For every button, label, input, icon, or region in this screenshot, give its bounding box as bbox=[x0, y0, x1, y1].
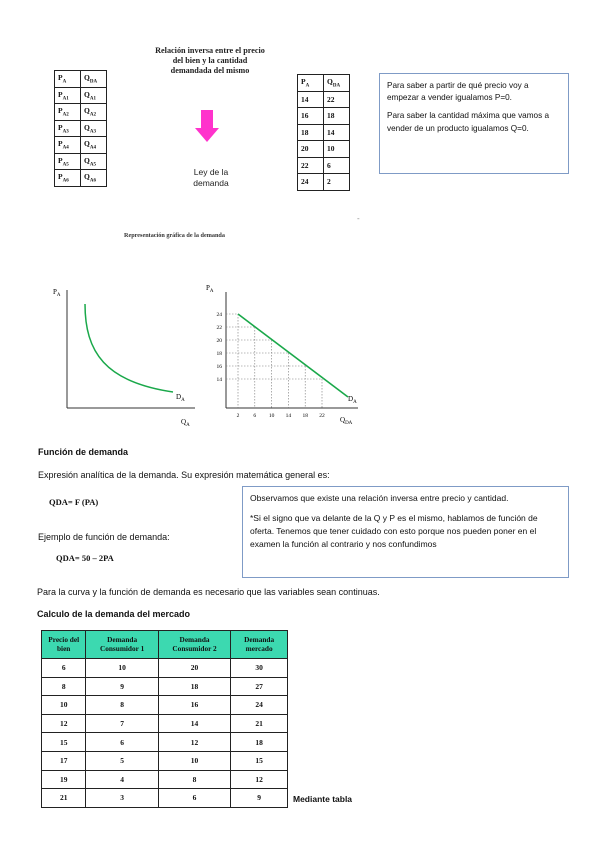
table-cell: 4 bbox=[86, 770, 158, 789]
table-row bbox=[42, 751, 288, 770]
table-row bbox=[55, 104, 107, 121]
series-label: $D_A$ bbox=[348, 395, 357, 405]
column-header: Demanda Consumidor 1 bbox=[86, 631, 158, 659]
relation-title-line: demandada del mismo bbox=[170, 66, 250, 75]
table-row bbox=[55, 87, 107, 104]
note-price-zero: Para saber a partir de qué precio voy a empezar a vender igualamos P=0. bbox=[387, 81, 529, 103]
table-row bbox=[55, 170, 107, 187]
value-cell: 6 bbox=[324, 157, 350, 174]
value-cell: 2 bbox=[324, 174, 350, 191]
table-cell: 14 bbox=[158, 714, 230, 733]
observation-box bbox=[242, 486, 569, 578]
header-cell: $P_A$ bbox=[298, 75, 324, 92]
value-cell: 10 bbox=[324, 141, 350, 158]
table-cell: 12 bbox=[42, 714, 86, 733]
table-row bbox=[42, 789, 288, 808]
y-tick-label: 18 bbox=[216, 351, 222, 357]
y-tick-label: 24 bbox=[216, 312, 222, 318]
quantity-cell: $Q_{A2}$ bbox=[81, 104, 107, 121]
price-cell: $P_A$ bbox=[55, 71, 81, 88]
demand-curve-chart bbox=[45, 282, 195, 432]
value-cell: 22 bbox=[298, 157, 324, 174]
x-tick-label: 6 bbox=[253, 413, 257, 419]
value-cell: 18 bbox=[298, 124, 324, 141]
relation-title-line: Relación inversa entre el precio bbox=[155, 46, 265, 55]
numeric-demand-table bbox=[297, 74, 350, 191]
table-cell: 5 bbox=[86, 751, 158, 770]
y-axis-label: $P_A$ bbox=[53, 288, 61, 298]
table-row bbox=[55, 120, 107, 137]
x-axis-label: $Q_{DA}$ bbox=[340, 416, 353, 426]
table-header-row bbox=[298, 75, 350, 92]
table-cell: 6 bbox=[42, 659, 86, 678]
table-cell: 12 bbox=[231, 770, 288, 789]
table-cell: 8 bbox=[158, 770, 230, 789]
price-cell: $P_{A1}$ bbox=[55, 87, 81, 104]
table-row bbox=[55, 71, 107, 88]
section-heading-mercado: Calculo de la demanda del mercado bbox=[37, 609, 191, 619]
quantity-cell: $Q_{A1}$ bbox=[81, 87, 107, 104]
note-quantity-zero: Para saber la cantidad máxima que vamos a vender de un producto igualamos Q=0. bbox=[387, 111, 550, 133]
section-heading-funcion: Función de demanda bbox=[38, 447, 129, 457]
price-cell: $P_{A2}$ bbox=[55, 104, 81, 121]
value-cell: 14 bbox=[324, 124, 350, 141]
x-tick-label: 18 bbox=[302, 413, 308, 419]
table-cell: 18 bbox=[231, 733, 288, 752]
price-cell: $P_{A6}$ bbox=[55, 170, 81, 187]
table-cell: 10 bbox=[86, 659, 158, 678]
table-row bbox=[298, 108, 350, 125]
table-cell: 6 bbox=[158, 789, 230, 808]
y-axis-label: $P_A$ bbox=[206, 284, 214, 294]
series-label: $D_A$ bbox=[176, 393, 185, 403]
price-cell: $P_{A3}$ bbox=[55, 120, 81, 137]
quantity-cell: $Q_{A6}$ bbox=[81, 170, 107, 187]
example-text: Ejemplo de función de demanda: bbox=[38, 532, 170, 542]
value-cell: 14 bbox=[298, 91, 324, 108]
table-row bbox=[42, 733, 288, 752]
table-cell: 3 bbox=[86, 789, 158, 808]
value-cell: 22 bbox=[324, 91, 350, 108]
table-caption: Mediante tabla bbox=[293, 794, 353, 804]
demand-curve bbox=[85, 304, 173, 392]
column-header: Demanda mercado bbox=[231, 631, 288, 659]
table-row bbox=[42, 714, 288, 733]
table-row bbox=[42, 659, 288, 678]
quantity-cell: $Q_{A4}$ bbox=[81, 137, 107, 154]
table-row bbox=[298, 124, 350, 141]
table-cell: 16 bbox=[158, 696, 230, 715]
table-cell: 8 bbox=[42, 677, 86, 696]
formula-example: QDA= 50 – 2PA bbox=[56, 553, 114, 563]
table-cell: 12 bbox=[158, 733, 230, 752]
value-cell: 16 bbox=[298, 108, 324, 125]
table-cell: 18 bbox=[158, 677, 230, 696]
table-cell: 15 bbox=[231, 751, 288, 770]
y-tick-label: 14 bbox=[216, 377, 222, 383]
quantity-cell: $Q_{A5}$ bbox=[81, 153, 107, 170]
table-cell: 30 bbox=[231, 659, 288, 678]
table-cell: 21 bbox=[42, 789, 86, 808]
table-row bbox=[55, 137, 107, 154]
table-cell: 9 bbox=[86, 677, 158, 696]
table-row bbox=[42, 677, 288, 696]
y-tick-label: 20 bbox=[216, 338, 222, 344]
y-tick-label: 22 bbox=[216, 325, 222, 331]
formula-general: QDA= F (PA) bbox=[49, 497, 99, 507]
table-cell: 7 bbox=[86, 714, 158, 733]
table-cell: 19 bbox=[42, 770, 86, 789]
column-header: Demanda Consumidor 2 bbox=[158, 631, 230, 659]
price-cell: $P_{A5}$ bbox=[55, 153, 81, 170]
continuity-text: Para la curva y la función de demanda es necesario que las variables sean continuas. bbox=[37, 587, 380, 597]
x-axis-label: $Q_A$ bbox=[181, 418, 190, 428]
table-cell: 10 bbox=[158, 751, 230, 770]
symbolic-price-quantity-table bbox=[54, 70, 107, 187]
table-cell: 24 bbox=[231, 696, 288, 715]
table-cell: 27 bbox=[231, 677, 288, 696]
header-cell: $Q_{DA}$ bbox=[324, 75, 350, 92]
value-cell: 24 bbox=[298, 174, 324, 191]
x-tick-label: 22 bbox=[319, 413, 325, 419]
table-cell: 20 bbox=[158, 659, 230, 678]
table-cell: 17 bbox=[42, 751, 86, 770]
table-cell: 8 bbox=[86, 696, 158, 715]
table-cell: 21 bbox=[231, 714, 288, 733]
observation-warning: *Si el signo que va delante de la Q y P es el mismo, hablamos de función de oferta. Tenemos que tener cuidado con esto porque nos pueden poner en el examen la función al contrario y nos confundimos bbox=[250, 513, 538, 549]
x-tick-label: 2 bbox=[236, 413, 240, 419]
table-cell: 6 bbox=[86, 733, 158, 752]
table-row bbox=[298, 174, 350, 191]
ley-label-line: Ley de la bbox=[193, 167, 229, 177]
stray-mark: - bbox=[357, 214, 360, 223]
down-arrow-icon bbox=[195, 110, 219, 142]
table-row bbox=[42, 696, 288, 715]
quantity-cell: $Q_{A3}$ bbox=[81, 120, 107, 137]
price-cell: $P_{A4}$ bbox=[55, 137, 81, 154]
column-header: Precio del bien bbox=[42, 631, 86, 659]
ley-demanda-label bbox=[186, 167, 236, 189]
quantity-cell: $Q_{DA}$ bbox=[81, 71, 107, 88]
value-cell: 18 bbox=[324, 108, 350, 125]
table-cell: 10 bbox=[42, 696, 86, 715]
table-row bbox=[298, 91, 350, 108]
relation-title bbox=[130, 46, 290, 76]
observation-inverse: Observamos que existe una relación inversa entre precio y cantidad. bbox=[250, 493, 509, 503]
table-row bbox=[298, 141, 350, 158]
y-tick-label: 16 bbox=[216, 364, 222, 370]
market-demand-table bbox=[41, 630, 288, 808]
linear-demand-chart bbox=[198, 282, 368, 432]
relation-title-line: del bien y la cantidad bbox=[172, 56, 248, 65]
x-tick-label: 14 bbox=[285, 413, 292, 419]
table-cell: 15 bbox=[42, 733, 86, 752]
table-cell: 9 bbox=[231, 789, 288, 808]
ley-label-line: demanda bbox=[193, 178, 229, 188]
expression-text: Expresión analítica de la demanda. Su expresión matemática general es: bbox=[38, 470, 330, 480]
table-row bbox=[42, 770, 288, 789]
value-cell: 20 bbox=[298, 141, 324, 158]
table-row bbox=[55, 153, 107, 170]
graph-title: Representación gráfica de la demanda bbox=[124, 232, 225, 239]
note-box bbox=[379, 73, 569, 174]
x-tick-label: 10 bbox=[268, 413, 275, 419]
table-row bbox=[298, 157, 350, 174]
